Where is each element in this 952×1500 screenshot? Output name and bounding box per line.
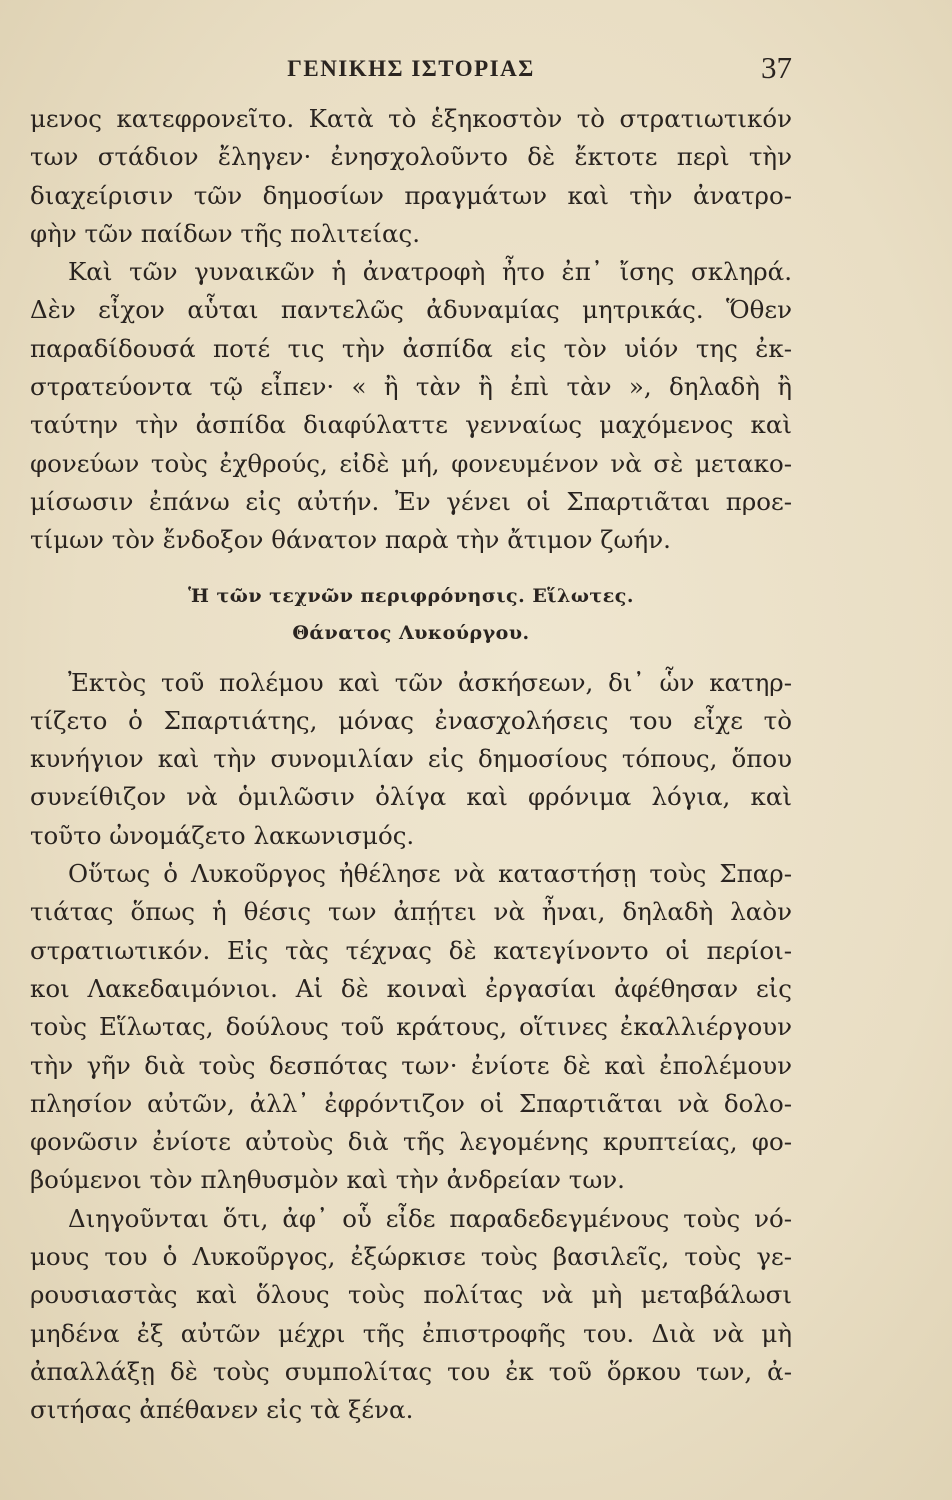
text-line: μενος κατεφρονεῖτο. Κατὰ τὸ ἑξηκοστὸν τὸ στρατιωτικόν bbox=[30, 104, 792, 133]
text-line: τοὺς Εἵλωτας, δούλους τοῦ κράτους, οἵτινες ἐκαλλιέργουν bbox=[30, 1012, 792, 1042]
text-line: των στάδιον ἔληγεν· ἐνησχολοῦντο δὲ ἔκτοτε περὶ τὴν bbox=[30, 142, 792, 172]
text-line: τίζετο ὁ Σπαρτιάτης, μόνας ἐνασχολήσεις του εἶχε τὸ bbox=[30, 705, 792, 735]
text-line: Καὶ τῶν γυναικῶν ἡ ἀνατροφὴ ἦτο ἐπ᾽ ἴσης σκληρά. bbox=[68, 257, 792, 287]
text-line: παραδίδουσά ποτέ τις τὴν ἀσπίδα εἰς τὸν υἱόν της ἐκ- bbox=[30, 333, 792, 363]
text-line: μίσωσιν ἐπάνω εἰς αὐτήν. Ἐν γένει οἱ Σπαρτιᾶται προε- bbox=[30, 486, 792, 516]
text-line: κυνήγιον καὶ τὴν συνομιλίαν εἰς δημοσίους τόπους, ὅπου bbox=[30, 744, 792, 774]
section-heading-line-1: Ἡ τῶν τεχνῶν περιφρόνησις. Εἵλωτες. bbox=[188, 584, 634, 607]
paragraph-2 bbox=[30, 253, 792, 559]
text-line: μους του ὁ Λυκοῦργος, ἐξώρκισε τοὺς βασιλεῖς, τοὺς γε- bbox=[30, 1242, 792, 1272]
text-line: κοι Λακεδαιμόνιοι. Αἱ δὲ κοιναὶ ἐργασίαι ἀφέθησαν εἰς bbox=[30, 973, 792, 1003]
body-text bbox=[30, 100, 792, 1430]
text-line: τὴν γῆν διὰ τοὺς δεσπότας των· ἐνίοτε δὲ καὶ ἐπολέμουν bbox=[30, 1050, 792, 1080]
section-heading-line-2: Θάνατος Λυκούργου. bbox=[292, 621, 530, 644]
text-line: Διηγοῦνται ὅτι, ἀφ᾽ οὗ εἶδε παραδεδεγμένους τοὺς νό- bbox=[68, 1203, 792, 1233]
text-line: συνείθιζον νὰ ὁμιλῶσιν ὀλίγα καὶ φρόνιμα λόγια, καὶ bbox=[30, 782, 792, 812]
text-line: στρατιωτικόν. Εἰς τὰς τέχνας δὲ κατεγίνοντο οἱ περίοι- bbox=[30, 935, 792, 965]
paragraph-4 bbox=[30, 855, 792, 1200]
text-line: Ἐκτὸς τοῦ πολέμου καὶ τῶν ἀσκήσεων, δι᾽ ὧν κατηρ- bbox=[68, 667, 792, 697]
text-line: διαχείρισιν τῶν δημοσίων πραγμάτων καὶ τὴν ἀνατρο- bbox=[30, 180, 792, 210]
text-line: φὴν τῶν παίδων τῆς πολιτείας. bbox=[30, 218, 421, 248]
text-line: τιάτας ὅπως ἡ θέσις των ἀπῄτει νὰ ἦναι, δηλαδὴ λαὸν bbox=[30, 897, 792, 927]
running-head: ΓΕΝΙΚΗΣ ΙΣΤΟΡΙΑΣ bbox=[287, 56, 535, 81]
text-line: στρατεύοντα τῷ εἶπεν· « ἢ τὰν ἢ ἐπὶ τὰν », δηλαδὴ ἢ bbox=[30, 372, 792, 402]
page-header bbox=[30, 50, 792, 90]
text-line: μηδένα ἐξ αὐτῶν μέχρι τῆς ἐπιστροφῆς του. Διὰ νὰ μὴ bbox=[30, 1318, 792, 1348]
text-line: φονεύων τοὺς ἐχθρούς, εἰδὲ μή, φονευμένον νὰ σὲ μετακο- bbox=[30, 448, 792, 478]
text-line: πλησίον αὐτῶν, ἀλλ᾽ ἐφρόντιζον οἱ Σπαρτιᾶται νὰ δολο- bbox=[30, 1088, 792, 1118]
text-line: ἀπαλλάξῃ δὲ τοὺς συμπολίτας του ἐκ τοῦ ὅρκου των, ἀ- bbox=[30, 1356, 792, 1386]
text-line: βούμενοι τὸν πληθυσμὸν καὶ τὴν ἀνδρείαν των. bbox=[30, 1165, 625, 1195]
text-line: Δὲν εἶχον αὗται παντελῶς ἀδυναμίας μητρικάς. Ὅθεν bbox=[30, 295, 792, 325]
text-line: τοῦτο ὠνομάζετο λακωνισμός. bbox=[30, 820, 415, 850]
text-line: ταύτην τὴν ἀσπίδα διαφύλαττε γενναίως μαχόμενος καὶ bbox=[30, 410, 792, 440]
page-number: 37 bbox=[761, 50, 792, 85]
text-line: Οὕτως ὁ Λυκοῦργος ἠθέλησε νὰ καταστήσῃ τοὺς Σπαρ- bbox=[68, 859, 792, 889]
text-line: σιτήσας ἀπέθανεν εἰς τὰ ξένα. bbox=[30, 1395, 414, 1425]
paragraph-3 bbox=[30, 664, 792, 855]
text-line: φονῶσιν ἐνίοτε αὐτοὺς διὰ τῆς λεγομένης κρυπτείας, φο- bbox=[30, 1127, 792, 1157]
section-heading bbox=[30, 578, 792, 652]
paragraph-1 bbox=[30, 100, 792, 253]
text-line: τίμων τὸν ἔνδοξον θάνατον παρὰ τὴν ἄτιμον ζωήν. bbox=[30, 525, 671, 555]
paragraph-5 bbox=[30, 1200, 792, 1430]
text-line: ρουσιαστὰς καὶ ὅλους τοὺς πολίτας νὰ μὴ μεταβάλωσι bbox=[30, 1280, 792, 1310]
